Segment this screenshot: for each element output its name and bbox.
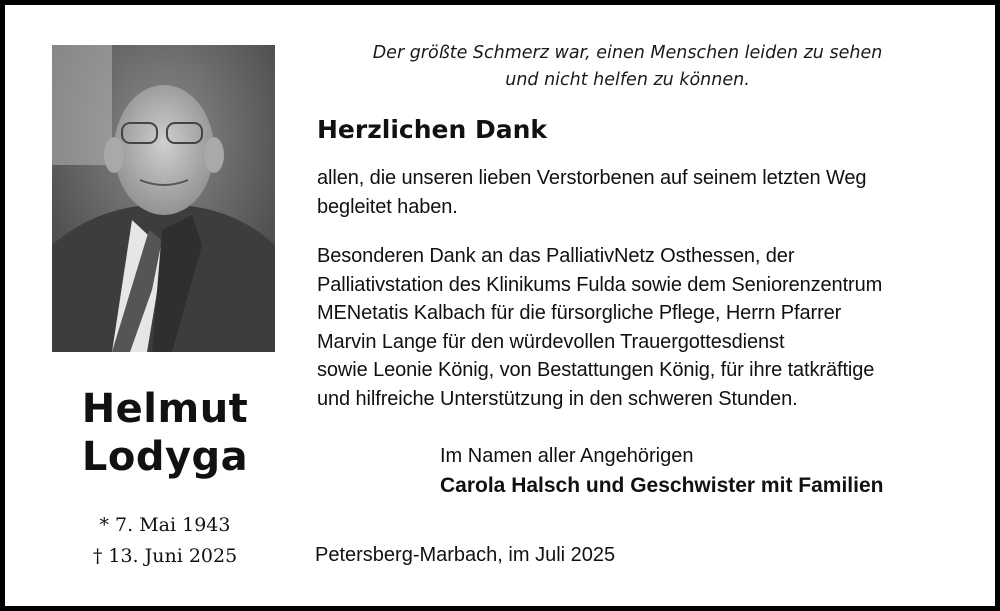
quote [320,40,935,94]
quote-line: Der größte Schmerz war, einen Menschen leiden zu sehen [372,43,883,63]
thanks-paragraph-2 [317,242,882,413]
first-name: Helmut [81,386,249,432]
paragraph-line: Besonderen Dank an das PalliativNetz Osthessen, der [317,245,795,267]
paragraph-line: begleitet haben. [317,195,458,218]
paragraph-line: sowie Leonie König, von Bestattungen König, für ihre tatkräftige [317,359,875,381]
paragraph-line: Marvin Lange für den würdevollen Trauergottesdienst [317,330,785,353]
death-date: † 13. Juni 2025 [92,545,238,567]
last-name: Lodyga [81,434,249,480]
signature-names: Carola Halsch und Geschwister mit Familien [440,474,884,497]
portrait-photo [52,45,275,352]
quote-line: und nicht helfen zu können. [505,70,750,90]
thanks-paragraph-1 [317,164,866,221]
place-date: Petersberg-Marbach, im Juli 2025 [315,544,616,566]
deceased-name [40,385,290,481]
birth-date: * 7. Mai 1943 [99,514,231,536]
paragraph-line: MENetatis Kalbach für die fürsorgliche Pflege, Herrn Pfarrer [317,302,842,324]
paragraph-line: Palliativstation des Klinikums Fulda sowie dem Seniorenzentrum [317,273,883,296]
life-dates [40,510,290,572]
paragraph-line: und hilfreiche Unterstützung in den schweren Stunden. [317,387,798,410]
signature-intro: Im Namen aller Angehörigen [440,445,694,467]
thanks-heading: Herzlichen Dank [317,115,548,144]
paragraph-line: allen, die unseren lieben Verstorbenen auf seinem letzten Weg [317,167,867,189]
